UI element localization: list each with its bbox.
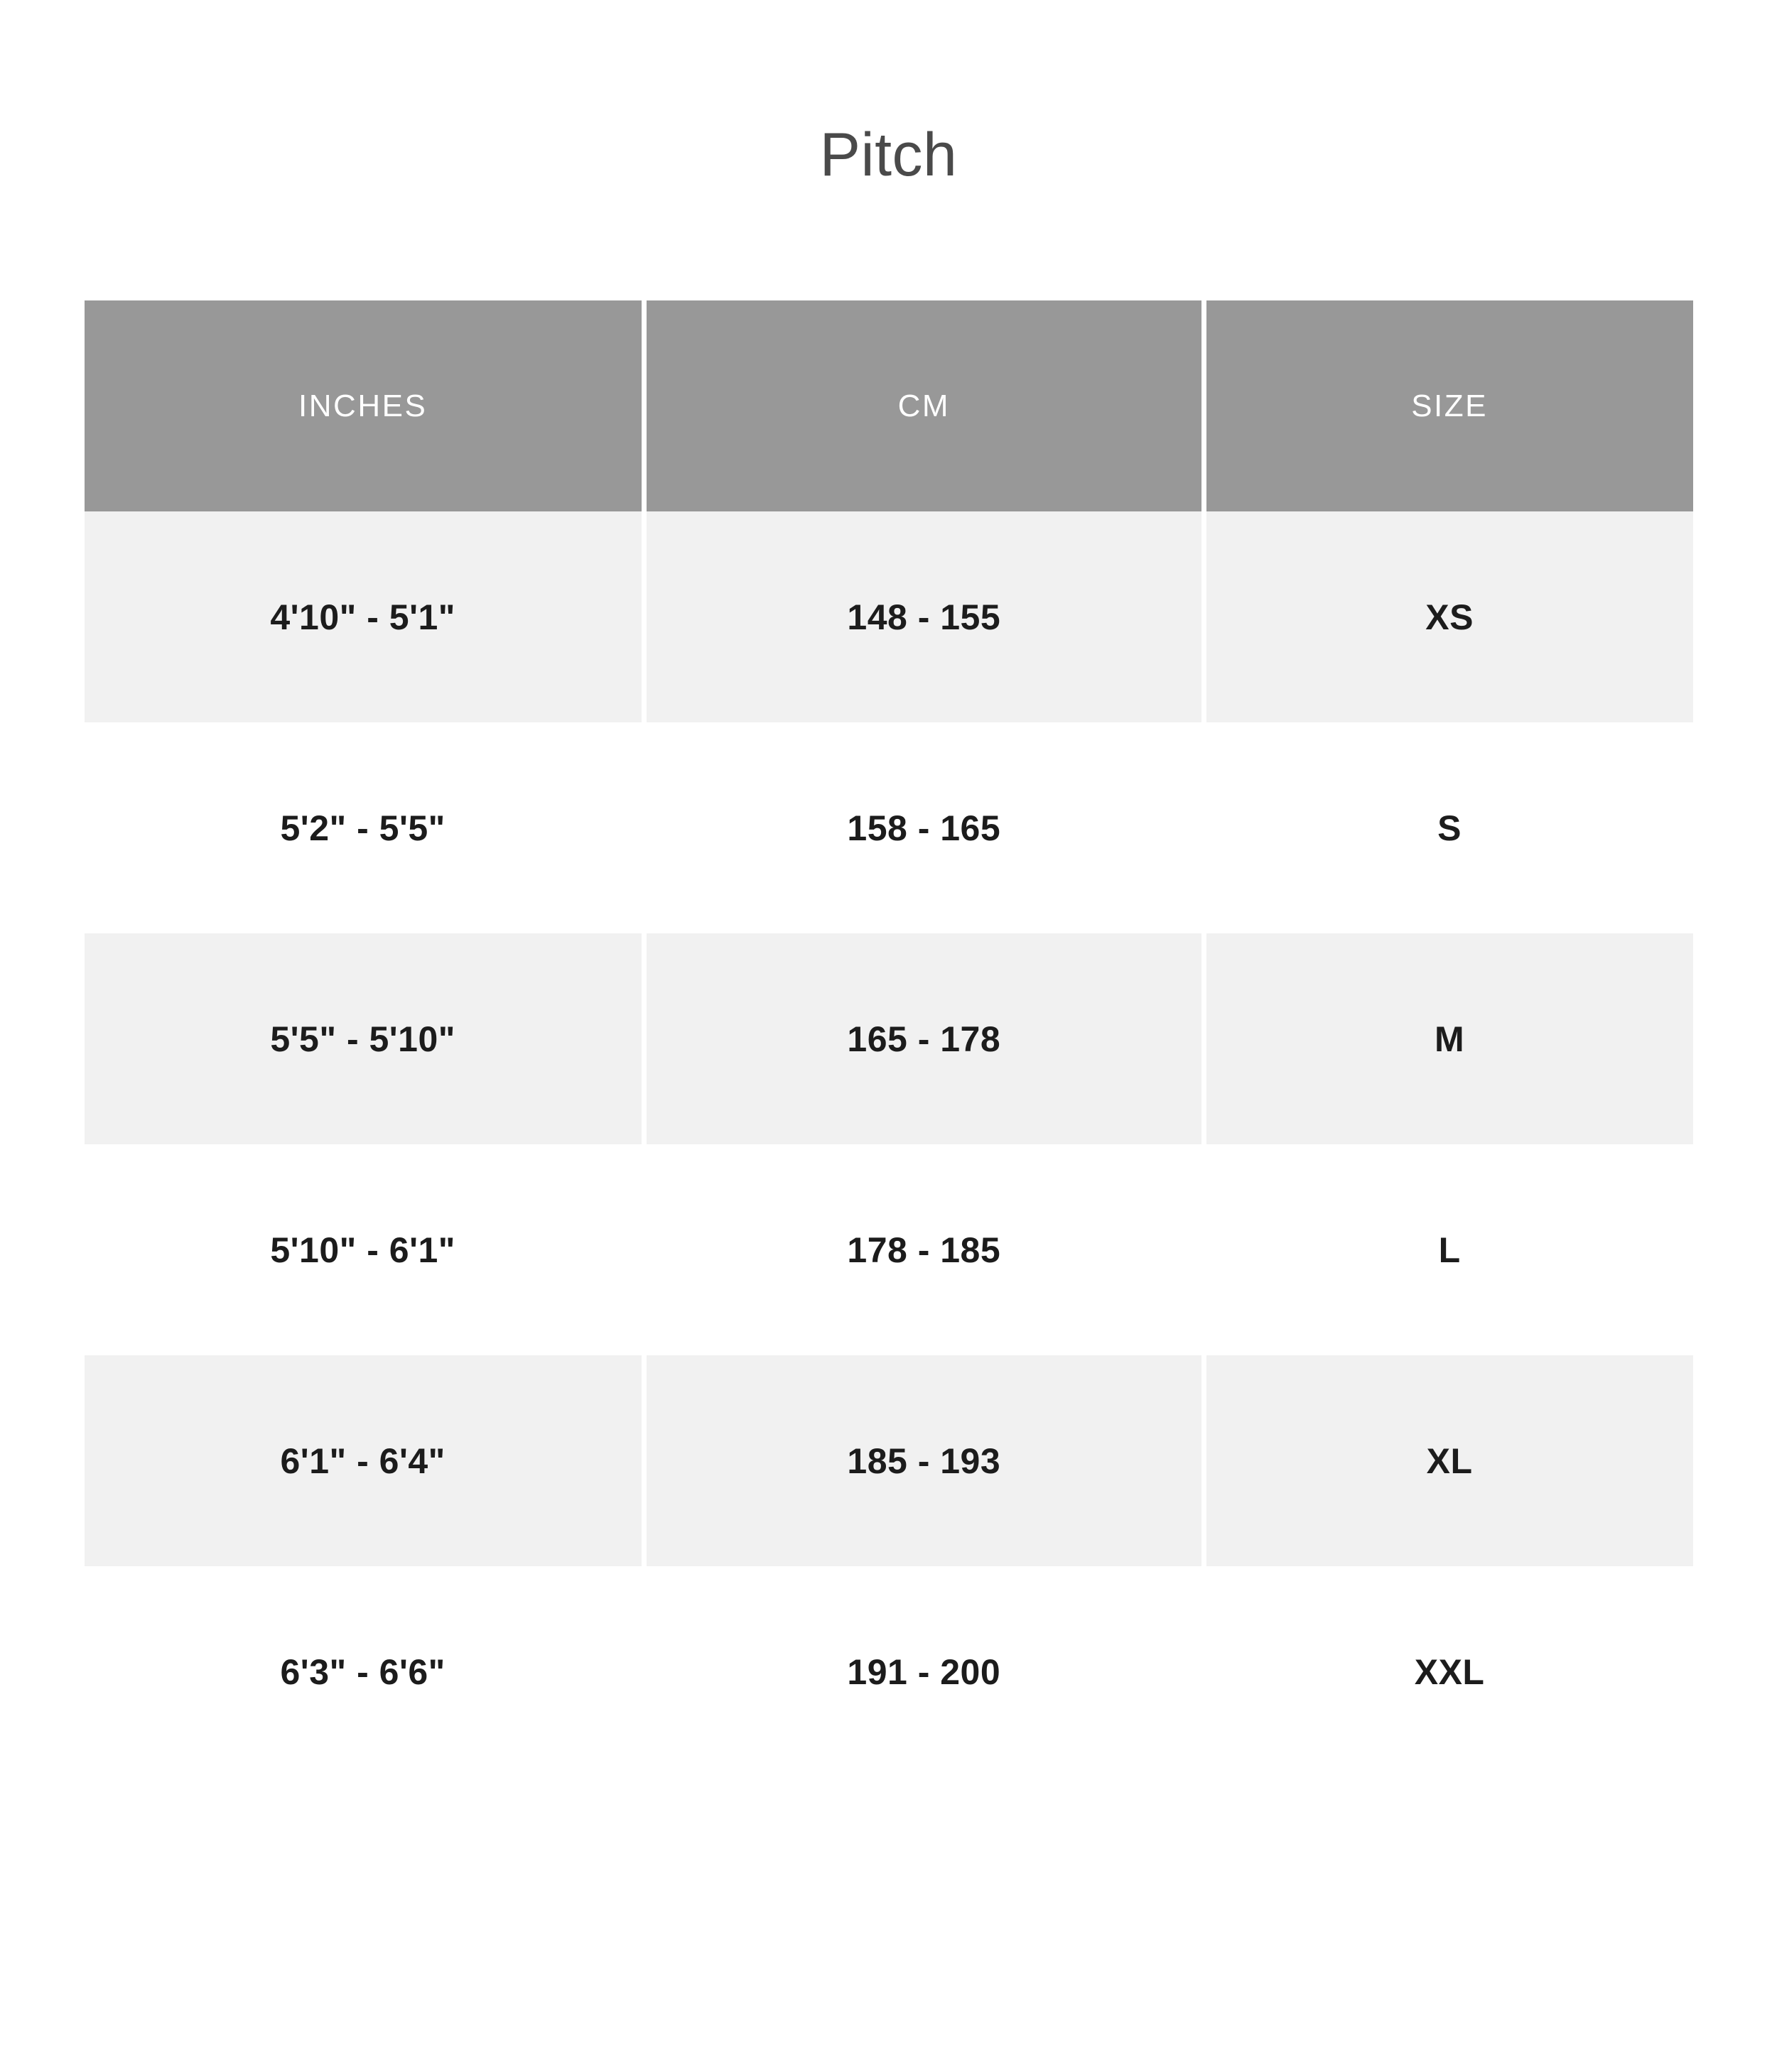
cell-size: XS (1204, 511, 1692, 722)
cell-cm: 165 - 178 (644, 933, 1204, 1144)
table-row (85, 1355, 1693, 1566)
cell-cm: 148 - 155 (644, 511, 1204, 722)
cell-size: L (1204, 1144, 1692, 1355)
cell-size: XL (1204, 1355, 1692, 1566)
size-chart-table-container (85, 300, 1693, 1777)
cell-size: M (1204, 933, 1692, 1144)
column-header-size: SIZE (1204, 300, 1692, 511)
table-body (85, 511, 1693, 1777)
cell-cm: 178 - 185 (644, 1144, 1204, 1355)
cell-inches: 5'10" - 6'1" (85, 1144, 644, 1355)
table-row (85, 1566, 1693, 1777)
table-row (85, 1144, 1693, 1355)
cell-size: S (1204, 722, 1692, 933)
cell-inches: 6'1" - 6'4" (85, 1355, 644, 1566)
table-row (85, 933, 1693, 1144)
table-header (85, 300, 1693, 511)
table-row (85, 511, 1693, 722)
cell-cm: 185 - 193 (644, 1355, 1204, 1566)
column-header-inches: INCHES (85, 300, 644, 511)
cell-cm: 158 - 165 (644, 722, 1204, 933)
cell-inches: 5'5" - 5'10" (85, 933, 644, 1144)
cell-inches: 6'3" - 6'6" (85, 1566, 644, 1777)
table-header-row (85, 300, 1693, 511)
size-chart-table (85, 300, 1693, 1777)
cell-inches: 5'2" - 5'5" (85, 722, 644, 933)
cell-inches: 4'10" - 5'1" (85, 511, 644, 722)
cell-size: XXL (1204, 1566, 1692, 1777)
page-title: Pitch (819, 121, 958, 189)
cell-cm: 191 - 200 (644, 1566, 1204, 1777)
table-row (85, 722, 1693, 933)
column-header-cm: CM (644, 300, 1204, 511)
